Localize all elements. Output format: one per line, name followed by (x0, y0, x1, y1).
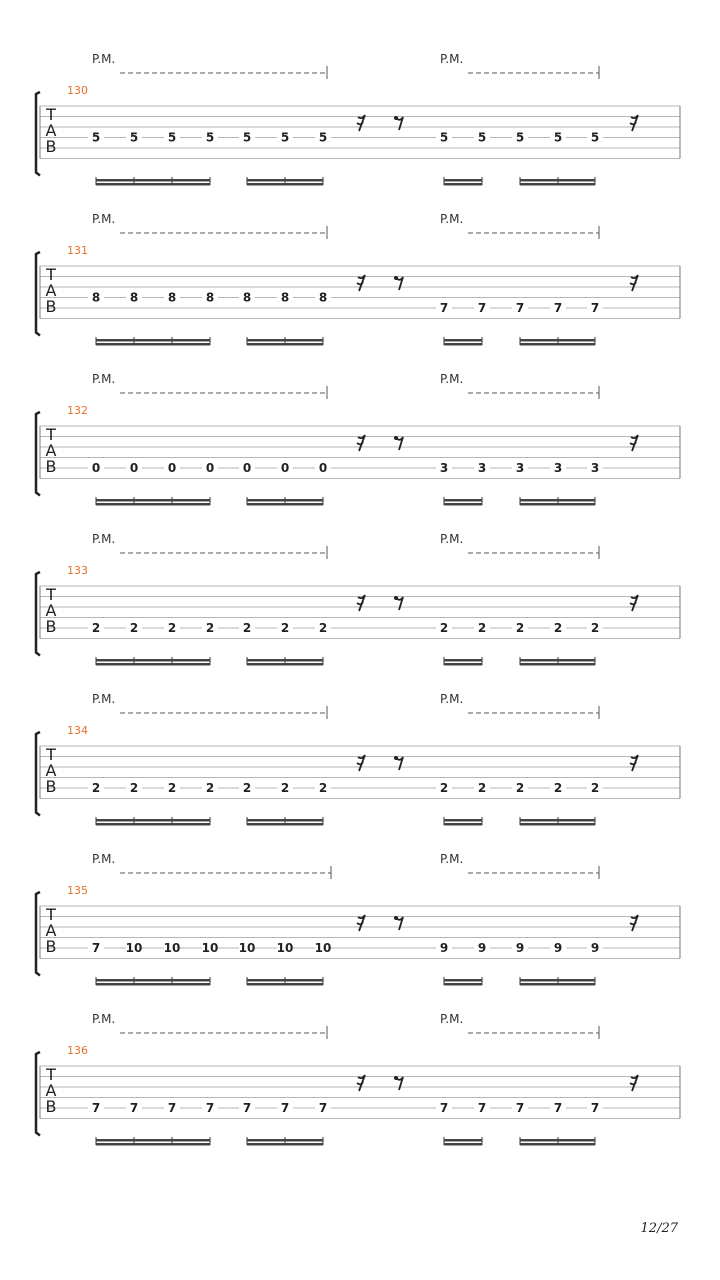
fret-number: 7 (205, 1101, 215, 1115)
fret-number: 7 (477, 301, 487, 315)
beam (96, 183, 210, 186)
fret-number: 2 (553, 621, 563, 635)
beam (520, 819, 595, 822)
fret-number: 3 (590, 461, 600, 475)
sixteenth-rest (357, 435, 365, 451)
palm-mute-label: P.M. (92, 532, 116, 546)
beam (96, 983, 210, 986)
sixteenth-rest (357, 755, 365, 771)
beam (520, 983, 595, 986)
fret-number: 8 (280, 290, 290, 305)
beam (96, 339, 210, 342)
tab-clef-letter: B (45, 617, 57, 636)
rest-dot (394, 276, 398, 280)
sixteenth-rest (630, 915, 638, 931)
beam (520, 1143, 595, 1146)
tab-clef-letter: T (46, 905, 56, 924)
fret-number: 2 (167, 621, 177, 635)
sixteenth-rest (357, 915, 365, 931)
fret-number: 7 (515, 301, 525, 315)
fret-number: 7 (439, 1101, 449, 1115)
system-bracket (36, 572, 40, 656)
fret-number: 8 (205, 290, 215, 305)
beam (247, 1139, 323, 1142)
beam (444, 983, 482, 986)
sixteenth-rest (357, 275, 365, 291)
palm-mute-label: P.M. (440, 52, 464, 66)
palm-mute-label: P.M. (440, 692, 464, 706)
tab-clef-letter: T (46, 745, 56, 764)
beam (247, 179, 323, 182)
fret-number: 2 (167, 781, 177, 795)
beam (247, 503, 323, 506)
beam (96, 663, 210, 666)
rest-dot (394, 116, 398, 120)
beam (520, 499, 595, 502)
fret-number: 10 (276, 941, 294, 955)
beam (96, 343, 210, 346)
measure-number: 134 (67, 724, 88, 737)
rest-dot (394, 436, 398, 440)
fret-number: 0 (167, 461, 177, 475)
tab-clef-letter: B (45, 137, 57, 156)
tab-system (36, 372, 680, 506)
fret-number: 8 (91, 290, 101, 305)
tab-clef-letter: T (46, 105, 56, 124)
beam (444, 659, 482, 662)
fret-number: 7 (91, 941, 101, 955)
system-bracket (36, 732, 40, 816)
palm-mute-label: P.M. (440, 372, 464, 386)
fret-number: 2 (590, 621, 600, 635)
fret-number: 5 (167, 130, 177, 145)
beam (96, 179, 210, 182)
measure-number: 135 (67, 884, 88, 897)
fret-number: 10 (125, 941, 143, 955)
beam (520, 503, 595, 506)
tab-clef-letter: B (45, 937, 57, 956)
system-bracket (36, 892, 40, 976)
beam (444, 819, 482, 822)
beam (444, 1143, 482, 1146)
fret-number: 2 (439, 621, 449, 635)
fret-number: 2 (205, 621, 215, 635)
beam (247, 343, 323, 346)
system-bracket (36, 92, 40, 176)
fret-number: 2 (129, 781, 139, 795)
sixteenth-rest (630, 1075, 638, 1091)
palm-mute-label: P.M. (92, 1012, 116, 1026)
palm-mute-label: P.M. (440, 212, 464, 226)
fret-number: 5 (515, 130, 525, 145)
fret-number: 5 (439, 130, 449, 145)
sixteenth-rest (630, 115, 638, 131)
fret-number: 7 (242, 1101, 252, 1115)
fret-number: 3 (477, 461, 487, 475)
rest-dot (394, 756, 398, 760)
beam (520, 659, 595, 662)
tab-clef-letter: A (45, 761, 57, 780)
fret-number: 2 (91, 621, 101, 635)
tab-clef-letter: A (45, 121, 57, 140)
fret-number: 8 (167, 290, 177, 305)
measure-number: 130 (67, 84, 88, 97)
fret-number: 2 (205, 781, 215, 795)
fret-number: 7 (590, 1101, 600, 1115)
fret-number: 9 (515, 941, 525, 955)
rest-dot (394, 916, 398, 920)
fret-number: 0 (91, 461, 101, 475)
tab-system (36, 692, 680, 826)
tab-clef-letter: B (45, 1097, 57, 1116)
beam (444, 183, 482, 186)
palm-mute-label: P.M. (92, 212, 116, 226)
fret-number: 0 (318, 461, 328, 475)
tab-system (36, 1012, 680, 1146)
beam (444, 1139, 482, 1142)
fret-number: 7 (439, 301, 449, 315)
tab-system (36, 532, 680, 666)
fret-number: 5 (553, 130, 563, 145)
tab-clef-letter: T (46, 585, 56, 604)
sixteenth-rest (630, 595, 638, 611)
palm-mute-label: P.M. (92, 52, 116, 66)
fret-number: 2 (91, 781, 101, 795)
page-number: 12/27 (640, 1221, 678, 1236)
beam (96, 659, 210, 662)
measure-number: 133 (67, 564, 88, 577)
fret-number: 2 (242, 621, 252, 635)
tab-system (36, 212, 680, 346)
beam (444, 339, 482, 342)
palm-mute-label: P.M. (92, 692, 116, 706)
fret-number: 0 (129, 461, 139, 475)
fret-number: 5 (205, 130, 215, 145)
palm-mute-label: P.M. (440, 852, 464, 866)
fret-number: 10 (238, 941, 256, 955)
beam (247, 499, 323, 502)
fret-number: 2 (242, 781, 252, 795)
fret-number: 7 (167, 1101, 177, 1115)
beam (247, 1143, 323, 1146)
tab-clef-letter: B (45, 777, 57, 796)
tab-system (36, 852, 680, 986)
fret-number: 7 (91, 1101, 101, 1115)
sixteenth-rest (357, 595, 365, 611)
fret-number: 10 (201, 941, 219, 955)
fret-number: 5 (91, 130, 101, 145)
beam (247, 823, 323, 826)
fret-number: 2 (515, 781, 525, 795)
fret-number: 7 (515, 1101, 525, 1115)
fret-number: 2 (318, 781, 328, 795)
beam (444, 663, 482, 666)
beam (444, 979, 482, 982)
fret-number: 7 (590, 301, 600, 315)
tab-system (36, 52, 680, 186)
beam (247, 183, 323, 186)
fret-number: 9 (477, 941, 487, 955)
fret-number: 2 (590, 781, 600, 795)
fret-number: 2 (129, 621, 139, 635)
beam (247, 819, 323, 822)
beam (444, 499, 482, 502)
fret-number: 5 (129, 130, 139, 145)
fret-number: 8 (318, 290, 328, 305)
beam (247, 979, 323, 982)
fret-number: 0 (280, 461, 290, 475)
fret-number: 2 (515, 621, 525, 635)
tab-clef-letter: A (45, 921, 57, 940)
measure-number: 132 (67, 404, 88, 417)
beam (96, 499, 210, 502)
beam (96, 819, 210, 822)
beam (96, 1139, 210, 1142)
fret-number: 10 (314, 941, 332, 955)
fret-number: 9 (590, 941, 600, 955)
beam (520, 1139, 595, 1142)
beam (96, 979, 210, 982)
beam (520, 979, 595, 982)
fret-number: 5 (280, 130, 290, 145)
fret-number: 2 (318, 621, 328, 635)
fret-number: 5 (590, 130, 600, 145)
measure-number: 131 (67, 244, 88, 257)
fret-number: 7 (280, 1101, 290, 1115)
beam (96, 503, 210, 506)
palm-mute-label: P.M. (440, 532, 464, 546)
fret-number: 5 (477, 130, 487, 145)
beam (520, 179, 595, 182)
palm-mute-label: P.M. (92, 372, 116, 386)
fret-number: 9 (553, 941, 563, 955)
fret-number: 2 (280, 621, 290, 635)
tab-clef-letter: A (45, 441, 57, 460)
system-bracket (36, 1052, 40, 1136)
beam (444, 179, 482, 182)
beam (520, 343, 595, 346)
fret-number: 10 (163, 941, 181, 955)
fret-number: 0 (242, 461, 252, 475)
tab-clef-letter: T (46, 265, 56, 284)
sixteenth-rest (630, 435, 638, 451)
fret-number: 5 (318, 130, 328, 145)
fret-number: 7 (129, 1101, 139, 1115)
tab-clef-letter: T (46, 1065, 56, 1084)
fret-number: 3 (553, 461, 563, 475)
beam (247, 663, 323, 666)
beam (520, 339, 595, 342)
beam (96, 1143, 210, 1146)
rest-dot (394, 1076, 398, 1080)
beam (444, 503, 482, 506)
beam (247, 659, 323, 662)
fret-number: 2 (477, 621, 487, 635)
tab-clef-letter: T (46, 425, 56, 444)
sixteenth-rest (357, 1075, 365, 1091)
fret-number: 7 (318, 1101, 328, 1115)
fret-number: 2 (439, 781, 449, 795)
fret-number: 7 (553, 1101, 563, 1115)
rest-dot (394, 596, 398, 600)
beam (247, 339, 323, 342)
sixteenth-rest (630, 275, 638, 291)
fret-number: 0 (205, 461, 215, 475)
fret-number: 8 (129, 290, 139, 305)
sixteenth-rest (357, 115, 365, 131)
tab-clef-letter: A (45, 1081, 57, 1100)
tab-clef-letter: B (45, 457, 57, 476)
beam (247, 983, 323, 986)
fret-number: 9 (439, 941, 449, 955)
system-bracket (36, 412, 40, 496)
tab-clef-letter: A (45, 601, 57, 620)
beam (96, 823, 210, 826)
tab-clef-letter: A (45, 281, 57, 300)
tab-clef-letter: B (45, 297, 57, 316)
beam (520, 183, 595, 186)
fret-number: 2 (553, 781, 563, 795)
beam (520, 823, 595, 826)
palm-mute-label: P.M. (440, 1012, 464, 1026)
fret-number: 2 (477, 781, 487, 795)
fret-number: 5 (242, 130, 252, 145)
measure-number: 136 (67, 1044, 88, 1057)
fret-number: 7 (553, 301, 563, 315)
beam (444, 823, 482, 826)
fret-number: 7 (477, 1101, 487, 1115)
palm-mute-label: P.M. (92, 852, 116, 866)
fret-number: 3 (439, 461, 449, 475)
beam (520, 663, 595, 666)
system-bracket (36, 252, 40, 336)
sixteenth-rest (630, 755, 638, 771)
beam (444, 343, 482, 346)
fret-number: 8 (242, 290, 252, 305)
fret-number: 3 (515, 461, 525, 475)
fret-number: 2 (280, 781, 290, 795)
